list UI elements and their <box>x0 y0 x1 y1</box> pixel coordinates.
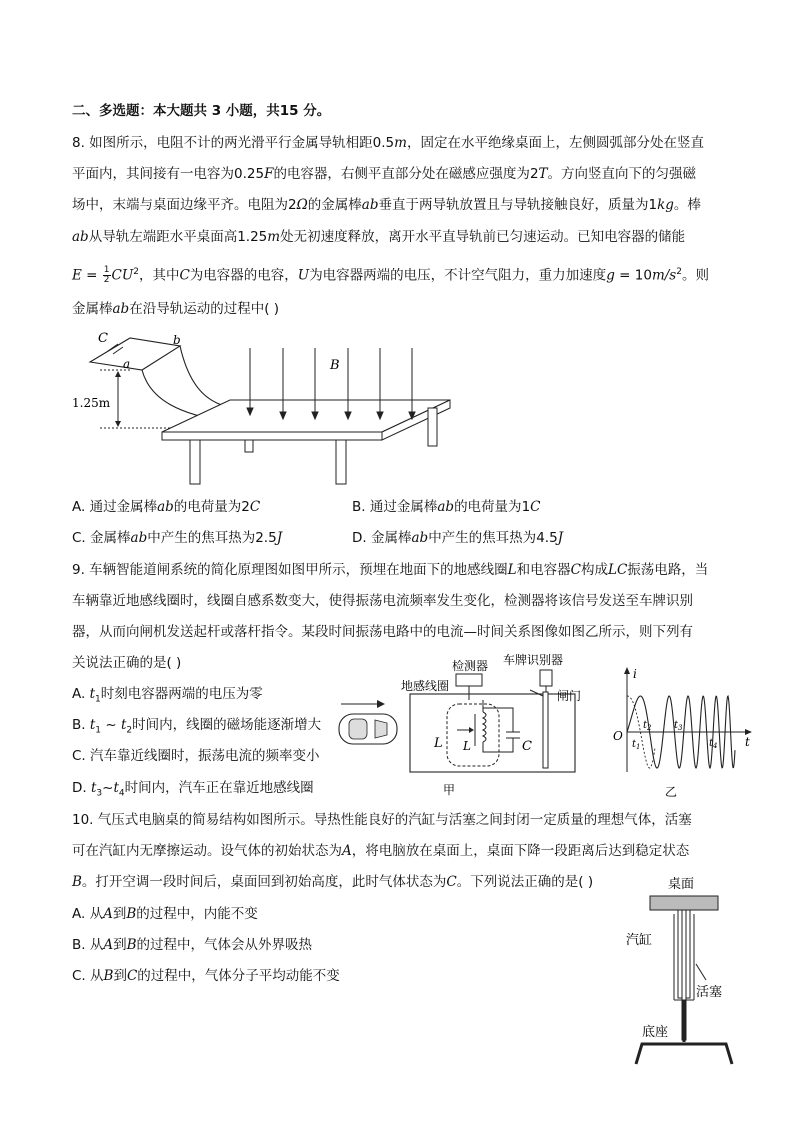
gate-label: 闸门 <box>557 689 582 703</box>
q8-rail-figure <box>70 320 470 490</box>
q9-line-2: 车辆靠近地感线圈时，线圈自感系数变大，使得振荡电流频率发生变化，检测器将该信号发送至车牌识别 <box>72 593 693 609</box>
t3-label: $t_3$ <box>674 720 683 732</box>
q8-line-3: 场中，末端与桌面边缘平齐。电阻为2Ω的金属棒ab垂直于两导轨放置且与导轨接触良好，质量为1kg。棒 <box>72 197 701 213</box>
q10-line-3: B。打开空调一段时间后，桌面回到初始高度，此时气体状态为C。下列说法正确的是( ) <box>72 874 594 890</box>
height-label: 1.25m <box>72 396 111 410</box>
q9-line-3: 器，从而向闸机发送起杆或落杆指令。某段时间振荡电路中的电流—时间关系图像如图乙所示，则下列有 <box>72 624 693 640</box>
inductor-L-label: L <box>463 739 471 753</box>
ground-coil-label: 地感线圈 <box>401 679 450 693</box>
t1-label: $t_1$ <box>632 739 641 751</box>
piston-label: 活塞 <box>696 985 723 1000</box>
point-a-label: a <box>123 357 131 371</box>
capacitor-C-label: C <box>522 739 532 754</box>
t4-label: $t_4$ <box>709 738 718 750</box>
q10-option-b[interactable]: B. 从A到B的过程中，气体会从外界吸热 <box>72 937 313 953</box>
q9-option-d[interactable]: D. $t_3\sim t_4$时间内，汽车正在靠近地感线圈 <box>72 780 314 799</box>
detector-label: 检测器 <box>452 659 489 673</box>
q8-line-4: ab从导轨左端距水平桌面高1.25m处无初速度释放，离开水平直导轨前已匀速运动。已知电容器的储能 <box>72 229 686 245</box>
q9-line-4: 关说法正确的是( ) <box>72 655 182 671</box>
q8-line-1: 8. 如图所示，电阻不计的两光滑平行金属导轨相距0.5m，固定在水平绝缘桌面上，左侧圆弧部分处在竖直 <box>72 135 704 151</box>
axis-i-label: i <box>633 667 637 681</box>
q9-option-a[interactable]: A. $t_1$时刻电容器两端的电压为零 <box>72 686 263 705</box>
q8-line-5: E = $\frac{1}{2}$ $CU^2$，其中C为电容器的电容，U为电容器两端的电压，不计空气阻力，重力加速度$g = 10m/s^2$。则 <box>72 265 709 285</box>
section-title: 二、多选题：本大题共 3 小题，共15 分。 <box>72 103 331 119</box>
q9-figure-yi <box>605 660 755 800</box>
plate-reader-label: 车牌识别器 <box>503 653 564 667</box>
q8-option-b[interactable]: B. 通过金属棒ab的电荷量为1C <box>352 499 541 515</box>
q8-line-2: 平面内，其间接有一电容为0.25F的电容器，右侧平直部分处在磁感应强度为2T。方向竖直向下的匀强磁 <box>72 166 697 182</box>
q8-line-6: 金属棒ab在沿导轨运动的过程中( ) <box>72 301 280 317</box>
axis-t-label: t <box>745 735 750 749</box>
point-b-label: b <box>173 333 181 347</box>
desk-label: 桌面 <box>668 877 695 892</box>
figure-yi-caption: 乙 <box>665 785 678 799</box>
q10-line-1: 10. 气压式电脑桌的简易结构如图所示。导热性能良好的汽缸与活塞之间封闭一定质量的理想气体，活塞 <box>72 812 692 828</box>
q8-option-c[interactable]: C. 金属棒ab中产生的焦耳热为2.5J <box>72 530 283 546</box>
q8-option-d[interactable]: D. 金属棒ab中产生的焦耳热为4.5J <box>352 530 564 546</box>
q10-line-2: 可在汽缸内无摩擦运动。设气体的初始状态为A，将电脑放在桌面上，桌面下降一段距离后达到稳定状态 <box>72 843 690 859</box>
q9-figure-jia <box>335 652 585 797</box>
capacitor-label: C <box>98 331 108 346</box>
field-B-label: B <box>330 358 340 373</box>
q8-option-a[interactable]: A. 通过金属棒ab的电荷量为2C <box>72 499 261 515</box>
q9-option-b[interactable]: B. $t_1$ ~ $t_2$时间内，线圈的磁场能逐渐增大 <box>72 717 322 736</box>
cylinder-label: 汽缸 <box>626 933 653 948</box>
base-label: 底座 <box>642 1025 669 1040</box>
q9-line-1: 9. 车辆智能道闸系统的简化原理图如图甲所示，预埋在地面下的地感线圈L和电容器C构成LC振荡电路，当 <box>72 562 709 578</box>
fraction-one-half: $\frac{1}{2}$ <box>103 265 110 285</box>
t2-label: $t_2$ <box>643 720 652 732</box>
coil-L-label: L <box>434 736 443 751</box>
q10-option-c[interactable]: C. 从B到C的过程中，气体分子平均动能不变 <box>72 968 340 984</box>
origin-label: O <box>613 729 623 743</box>
q10-option-a[interactable]: A. 从A到B的过程中，内能不变 <box>72 906 258 922</box>
q10-desk-figure <box>620 872 760 1072</box>
q9-option-c[interactable]: C. 汽车靠近线圈时，振荡电流的频率变小 <box>72 748 320 764</box>
car-icon <box>339 714 397 744</box>
figure-jia-caption: 甲 <box>443 783 456 797</box>
